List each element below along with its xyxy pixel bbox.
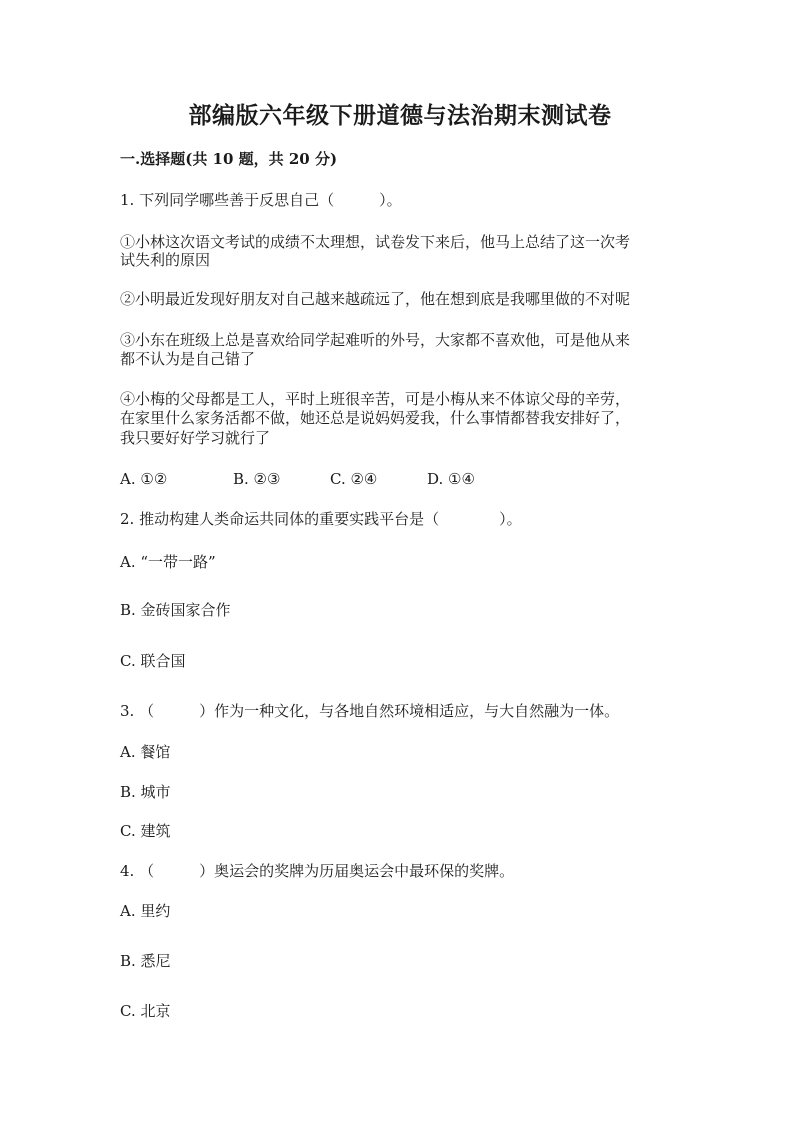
section-heading: 一.选择题(共 10 题，共 20 分)	[120, 150, 338, 168]
question-3-option-c[interactable]: C. 建筑	[120, 822, 171, 840]
question-1-item-2-line-1: ②小明最近发现好朋友对自己越来越疏远了，他在想到底是我哪里做的不对呢	[120, 290, 631, 308]
question-1-item-3-line-1: ③小东在班级上总是喜欢给同学起难听的外号，大家都不喜欢他，可是他从来	[120, 331, 631, 349]
question-2-option-b[interactable]: B. 金砖国家合作	[120, 601, 231, 619]
question-1-item-1-line-1: ①小林这次语文考试的成绩不太理想，试卷发下来后，他马上总结了这一次考	[120, 233, 631, 251]
question-2-option-a[interactable]: A. “一带一路”	[120, 553, 216, 571]
question-2-option-c[interactable]: C. 联合国	[120, 652, 186, 670]
question-1-item-3-line-2: 都不认为是自己错了	[120, 350, 256, 368]
question-1-option-d[interactable]: D. ①④	[427, 470, 475, 488]
question-1-item-4-line-3: 我只要好好学习就行了	[120, 429, 271, 447]
question-3-stem: 3. （ ）作为一种文化，与各地自然环境相适应，与大自然融为一体。	[120, 702, 620, 720]
question-3-option-b[interactable]: B. 城市	[120, 783, 171, 801]
question-1-item-4-line-1: ④小梅的父母都是工人，平时上班很辛苦，可是小梅从来不体谅父母的辛劳，	[120, 390, 631, 408]
question-2-stem: 2. 推动构建人类命运共同体的重要实践平台是（ ）。	[120, 510, 522, 528]
question-1-option-c[interactable]: C. ②④	[330, 470, 378, 488]
question-1-item-4-line-2: 在家里什么家务活都不做，她还总是说妈妈爱我，什么事情都替我安排好了，	[120, 409, 631, 427]
question-3-option-a[interactable]: A. 餐馆	[120, 743, 171, 761]
question-1-option-b[interactable]: B. ②③	[233, 470, 281, 488]
question-1-stem: 1. 下列同学哪些善于反思自己（ ）。	[120, 191, 402, 209]
question-1-option-a[interactable]: A. ①②	[120, 470, 168, 488]
question-4-option-c[interactable]: C. 北京	[120, 1002, 171, 1020]
question-4-option-a[interactable]: A. 里约	[120, 902, 171, 920]
page-title: 部编版六年级下册道德与法治期末测试卷	[188, 102, 612, 129]
question-1-item-1-line-2: 试失利的原因	[120, 251, 211, 269]
question-4-option-b[interactable]: B. 悉尼	[120, 952, 171, 970]
question-4-stem: 4. （ ）奥运会的奖牌为历届奥运会中最环保的奖牌。	[120, 862, 515, 880]
